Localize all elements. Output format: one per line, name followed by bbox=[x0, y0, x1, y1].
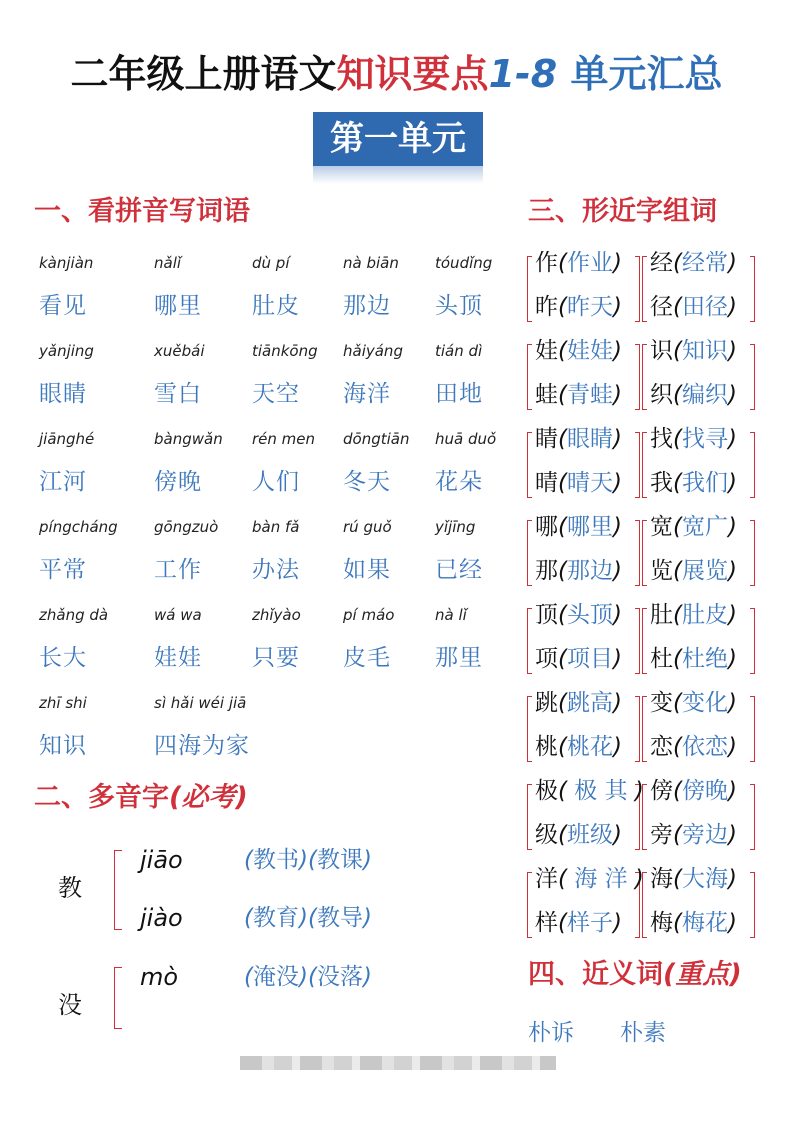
vocab-word: 人们 bbox=[252, 469, 300, 495]
watermark-bar bbox=[240, 1056, 556, 1070]
polyphone-word: 教育 bbox=[252, 905, 299, 931]
paren: ( bbox=[558, 602, 567, 628]
polyphone-brace bbox=[114, 967, 122, 1029]
similar-char: 宽 bbox=[650, 514, 673, 540]
similar-char-entry bbox=[650, 336, 737, 366]
similar-word: 眼睛 bbox=[566, 426, 613, 452]
pair-brace bbox=[635, 432, 640, 498]
similar-word: 青蛙 bbox=[566, 382, 613, 408]
similar-word: 经常 bbox=[681, 250, 728, 276]
vocab-word: 工作 bbox=[154, 557, 202, 583]
paren: ( bbox=[558, 250, 567, 276]
pair-brace bbox=[642, 872, 647, 938]
similar-char: 顶 bbox=[535, 602, 558, 628]
polyphone-char: 教 bbox=[58, 874, 82, 902]
similar-char: 变 bbox=[650, 690, 673, 716]
similar-char: 娃 bbox=[535, 338, 558, 364]
similar-word: 跳高 bbox=[566, 690, 613, 716]
pair-brace bbox=[635, 256, 640, 322]
similar-word: 班级 bbox=[566, 822, 613, 848]
vocab-pinyin: gōngzuò bbox=[154, 518, 219, 536]
vocab-word: 如果 bbox=[343, 557, 391, 583]
similar-word: 作业 bbox=[566, 250, 613, 276]
similar-word: 样子 bbox=[566, 910, 613, 936]
similar-char: 晴 bbox=[535, 470, 558, 496]
similar-char: 项 bbox=[535, 646, 558, 672]
paren: ( bbox=[558, 294, 567, 320]
paren: ) bbox=[612, 426, 622, 452]
similar-word: 旁边 bbox=[681, 822, 728, 848]
similar-char-entry bbox=[535, 600, 622, 630]
pair-brace bbox=[750, 696, 755, 762]
similar-word: 肚皮 bbox=[681, 602, 728, 628]
similar-char: 级 bbox=[535, 822, 558, 848]
similar-char: 找 bbox=[650, 426, 673, 452]
vocab-word: 皮毛 bbox=[343, 645, 391, 671]
paren: ( bbox=[673, 910, 682, 936]
similar-word: 项目 bbox=[566, 646, 613, 672]
section-synonyms-note: (重点) bbox=[663, 959, 742, 990]
pair-brace bbox=[750, 872, 755, 938]
similar-word: 晴天 bbox=[566, 470, 613, 496]
paren: ) bbox=[612, 646, 622, 672]
paren: ( bbox=[673, 294, 682, 320]
vocab-pinyin: jiānghé bbox=[39, 430, 95, 448]
similar-char-entry bbox=[650, 512, 737, 542]
vocab-pinyin: pí máo bbox=[343, 606, 395, 624]
pair-brace bbox=[642, 608, 647, 674]
pair-brace bbox=[642, 784, 647, 850]
similar-word: 昨天 bbox=[566, 294, 613, 320]
similar-char: 跳 bbox=[535, 690, 558, 716]
paren: ( bbox=[244, 847, 253, 873]
vocab-word: 那里 bbox=[435, 645, 483, 671]
paren: ( bbox=[673, 558, 682, 584]
similar-char-entry bbox=[535, 248, 622, 278]
similar-char: 蛙 bbox=[535, 382, 558, 408]
paren: ( bbox=[673, 690, 682, 716]
polyphone-pinyin: mò bbox=[140, 963, 179, 991]
section-title-similar-chars: 三、形近字组词 bbox=[528, 196, 717, 227]
similar-char-entry bbox=[650, 820, 737, 850]
vocab-word: 知识 bbox=[39, 733, 87, 759]
similar-word: 傍晚 bbox=[681, 778, 728, 804]
similar-char-entry bbox=[535, 732, 622, 762]
paren: ) bbox=[612, 558, 622, 584]
vocab-word: 头顶 bbox=[435, 293, 483, 319]
paren: ) bbox=[727, 822, 737, 848]
pair-brace bbox=[750, 784, 755, 850]
vocab-pinyin: xuěbái bbox=[154, 342, 205, 360]
pair-brace bbox=[635, 608, 640, 674]
paren: ) bbox=[727, 382, 737, 408]
similar-word: 宽广 bbox=[681, 514, 728, 540]
similar-char-entry bbox=[535, 556, 622, 586]
paren: ) bbox=[612, 910, 622, 936]
similar-word: 找寻 bbox=[681, 426, 728, 452]
pair-brace bbox=[527, 872, 532, 938]
similar-char-entry bbox=[535, 908, 622, 938]
vocab-word: 雪白 bbox=[154, 381, 202, 407]
pair-brace bbox=[527, 344, 532, 410]
similar-char-entry bbox=[535, 380, 622, 410]
cut-off-synonym-row: 朴诉 朴素 bbox=[528, 1020, 666, 1046]
paren: ( bbox=[558, 646, 567, 672]
paren: ) bbox=[727, 866, 737, 892]
similar-char: 桃 bbox=[535, 734, 558, 760]
paren: ) bbox=[727, 910, 737, 936]
paren: )( bbox=[298, 847, 317, 873]
paren: ( bbox=[558, 426, 567, 452]
paren: ( bbox=[558, 910, 567, 936]
polyphone-char: 没 bbox=[58, 991, 82, 1019]
pair-brace bbox=[642, 520, 647, 586]
paren: ) bbox=[612, 602, 622, 628]
pair-brace bbox=[527, 784, 532, 850]
similar-word: 编织 bbox=[681, 382, 728, 408]
vocab-pinyin: nà lǐ bbox=[435, 606, 467, 624]
paren: ) bbox=[727, 646, 737, 672]
pair-brace bbox=[635, 344, 640, 410]
paren: ( bbox=[558, 382, 567, 408]
paren: ( bbox=[558, 514, 567, 540]
vocab-pinyin: bàn fǎ bbox=[252, 518, 300, 536]
polyphone-word: 没落 bbox=[316, 964, 363, 990]
similar-char-entry bbox=[535, 688, 622, 718]
similar-word: 娃娃 bbox=[566, 338, 613, 364]
paren: ( bbox=[673, 778, 682, 804]
similar-char: 傍 bbox=[650, 778, 673, 804]
similar-word: 哪里 bbox=[566, 514, 613, 540]
vocab-word: 傍晚 bbox=[154, 469, 202, 495]
similar-word: 大海 bbox=[681, 866, 728, 892]
similar-char-entry bbox=[535, 512, 622, 542]
polyphone-word: 教课 bbox=[316, 847, 363, 873]
vocab-word: 已经 bbox=[435, 557, 483, 583]
paren: ( bbox=[673, 514, 682, 540]
paren: ) bbox=[362, 964, 372, 990]
vocab-pinyin: hǎiyáng bbox=[343, 342, 403, 360]
paren: ( bbox=[673, 338, 682, 364]
paren: ( bbox=[673, 470, 682, 496]
vocab-word: 平常 bbox=[39, 557, 87, 583]
vocab-word: 田地 bbox=[435, 381, 483, 407]
similar-word: 田径 bbox=[681, 294, 728, 320]
vocab-word: 办法 bbox=[252, 557, 300, 583]
similar-char: 杜 bbox=[650, 646, 673, 672]
similar-char-entry bbox=[650, 908, 737, 938]
vocab-pinyin: tiānkōng bbox=[252, 342, 318, 360]
paren: ) bbox=[612, 382, 622, 408]
paren: ( bbox=[558, 470, 567, 496]
similar-char-entry bbox=[650, 688, 737, 718]
paren: ) bbox=[612, 822, 622, 848]
similar-char: 作 bbox=[535, 250, 558, 276]
vocab-word: 冬天 bbox=[343, 469, 391, 495]
vocab-pinyin: rú guǒ bbox=[343, 518, 392, 536]
similar-char-entry bbox=[650, 424, 737, 454]
similar-char-entry bbox=[535, 864, 644, 894]
polyphone-word: 教导 bbox=[316, 905, 363, 931]
polyphone-words bbox=[244, 903, 372, 933]
section-polyphones-note: (必考) bbox=[169, 782, 248, 813]
similar-char-entry bbox=[650, 864, 737, 894]
paren: )( bbox=[298, 905, 317, 931]
similar-char: 肚 bbox=[650, 602, 673, 628]
similar-char-entry bbox=[650, 292, 737, 322]
polyphone-pinyin: jiào bbox=[140, 904, 183, 932]
vocab-word: 眼睛 bbox=[39, 381, 87, 407]
similar-char-entry bbox=[535, 292, 622, 322]
pair-brace bbox=[635, 696, 640, 762]
paren: ) bbox=[727, 778, 737, 804]
unit-badge-shadow bbox=[313, 166, 483, 184]
paren: ) bbox=[612, 734, 622, 760]
similar-char: 梅 bbox=[650, 910, 673, 936]
vocab-pinyin: yǎnjing bbox=[39, 342, 94, 360]
polyphone-words bbox=[244, 845, 372, 875]
similar-char: 那 bbox=[535, 558, 558, 584]
paren: ( bbox=[673, 646, 682, 672]
vocab-pinyin: yǐjīng bbox=[435, 518, 476, 536]
paren: ( bbox=[244, 905, 253, 931]
vocab-pinyin: dù pí bbox=[252, 254, 290, 272]
vocab-word: 花朵 bbox=[435, 469, 483, 495]
similar-char: 识 bbox=[650, 338, 673, 364]
similar-word: 知识 bbox=[681, 338, 728, 364]
similar-word: 桃花 bbox=[566, 734, 613, 760]
vocab-pinyin: nǎlǐ bbox=[154, 254, 182, 272]
vocab-word: 哪里 bbox=[154, 293, 202, 319]
vocab-pinyin: tóudǐng bbox=[435, 254, 493, 272]
paren: ( bbox=[558, 338, 567, 364]
pair-brace bbox=[527, 520, 532, 586]
paren: ) bbox=[612, 294, 622, 320]
similar-word: 依恋 bbox=[681, 734, 728, 760]
paren: ( bbox=[673, 822, 682, 848]
paren: ( bbox=[558, 690, 567, 716]
vocab-word: 四海为家 bbox=[154, 733, 250, 759]
pair-brace bbox=[750, 344, 755, 410]
paren: ) bbox=[612, 250, 622, 276]
vocab-pinyin: píngcháng bbox=[39, 518, 118, 536]
polyphone-word: 淹没 bbox=[252, 964, 299, 990]
similar-word: 那边 bbox=[566, 558, 613, 584]
paren: ) bbox=[727, 470, 737, 496]
unit-badge: 第一单元 bbox=[313, 112, 483, 166]
similar-word: 杜绝 bbox=[681, 646, 728, 672]
pair-brace bbox=[750, 432, 755, 498]
vocab-pinyin: zhǐyào bbox=[252, 606, 301, 624]
similar-char-entry bbox=[535, 424, 622, 454]
title-summary: 单元汇总 bbox=[557, 52, 723, 96]
similar-char-entry bbox=[650, 556, 737, 586]
similar-char-entry bbox=[535, 468, 622, 498]
title-grade: 二年级上册语文 bbox=[70, 52, 337, 96]
vocab-pinyin: tián dì bbox=[435, 342, 483, 360]
polyphone-pinyin: jiāo bbox=[140, 846, 183, 874]
pair-brace bbox=[642, 256, 647, 322]
similar-char-entry bbox=[535, 820, 622, 850]
vocab-pinyin: zhī shi bbox=[39, 694, 87, 712]
pair-brace bbox=[642, 696, 647, 762]
paren: ( bbox=[673, 426, 682, 452]
section-title-synonyms bbox=[528, 957, 742, 993]
similar-char: 哪 bbox=[535, 514, 558, 540]
paren: ) bbox=[727, 338, 737, 364]
pair-brace bbox=[527, 608, 532, 674]
paren: ) bbox=[362, 847, 372, 873]
vocab-word: 娃娃 bbox=[154, 645, 202, 671]
paren: )( bbox=[298, 964, 317, 990]
similar-char: 极 bbox=[535, 778, 558, 804]
similar-char: 径 bbox=[650, 294, 673, 320]
pair-brace bbox=[750, 256, 755, 322]
similar-char: 经 bbox=[650, 250, 673, 276]
paren: ) bbox=[727, 734, 737, 760]
paren: ) bbox=[612, 338, 622, 364]
similar-char-entry bbox=[650, 468, 737, 498]
similar-char: 旁 bbox=[650, 822, 673, 848]
paren: ( bbox=[673, 866, 682, 892]
vocab-word: 只要 bbox=[252, 645, 300, 671]
paren: ( bbox=[558, 734, 567, 760]
section-polyphones-main: 二、多音字 bbox=[34, 782, 169, 813]
paren: ) bbox=[727, 294, 737, 320]
paren: ( bbox=[673, 382, 682, 408]
paren: ( bbox=[558, 822, 567, 848]
similar-char: 我 bbox=[650, 470, 673, 496]
vocab-pinyin: dōngtiān bbox=[343, 430, 410, 448]
title-key-points: 知识要点 bbox=[336, 52, 489, 96]
paren: ( bbox=[673, 734, 682, 760]
paren: ) bbox=[612, 470, 622, 496]
section-title-polyphones bbox=[34, 780, 248, 816]
pair-brace bbox=[635, 520, 640, 586]
pair-brace bbox=[527, 256, 532, 322]
similar-char: 恋 bbox=[650, 734, 673, 760]
similar-char: 样 bbox=[535, 910, 558, 936]
paren: ) bbox=[634, 778, 644, 804]
paren: ) bbox=[727, 602, 737, 628]
vocab-word: 海洋 bbox=[343, 381, 391, 407]
paren: ) bbox=[727, 250, 737, 276]
paren: ( bbox=[558, 778, 567, 804]
pair-brace bbox=[642, 432, 647, 498]
pair-brace bbox=[642, 344, 647, 410]
section-title-vocab: 一、看拼音写词语 bbox=[34, 196, 250, 227]
title-range: 1-8 bbox=[488, 52, 558, 96]
similar-word: 梅花 bbox=[681, 910, 728, 936]
paren: ) bbox=[727, 514, 737, 540]
vocab-word: 看见 bbox=[39, 293, 87, 319]
similar-word: 头顶 bbox=[566, 602, 613, 628]
polyphone-brace bbox=[114, 850, 122, 930]
vocab-pinyin: huā duǒ bbox=[435, 430, 497, 448]
pair-brace bbox=[527, 696, 532, 762]
paren: ( bbox=[558, 866, 567, 892]
paren: ) bbox=[362, 905, 372, 931]
similar-word: 海 洋 bbox=[566, 866, 635, 892]
vocab-pinyin: rén men bbox=[252, 430, 316, 448]
similar-char: 览 bbox=[650, 558, 673, 584]
similar-char: 海 bbox=[650, 866, 673, 892]
pair-brace bbox=[750, 520, 755, 586]
similar-char-entry bbox=[650, 380, 737, 410]
similar-word: 我们 bbox=[681, 470, 728, 496]
similar-char-entry bbox=[535, 644, 622, 674]
pair-brace bbox=[527, 432, 532, 498]
similar-char-entry bbox=[650, 600, 737, 630]
paren: ) bbox=[612, 690, 622, 716]
vocab-word: 长大 bbox=[39, 645, 87, 671]
vocab-word: 江河 bbox=[39, 469, 87, 495]
paren: ) bbox=[634, 866, 644, 892]
paren: ) bbox=[727, 426, 737, 452]
similar-word: 展览 bbox=[681, 558, 728, 584]
similar-char: 织 bbox=[650, 382, 673, 408]
paren: ( bbox=[673, 250, 682, 276]
vocab-word: 肚皮 bbox=[252, 293, 300, 319]
vocab-pinyin: sì hǎi wéi jiā bbox=[154, 694, 247, 712]
vocab-pinyin: kànjiàn bbox=[39, 254, 94, 272]
paren: ) bbox=[612, 514, 622, 540]
paren: ( bbox=[673, 602, 682, 628]
pair-brace bbox=[750, 608, 755, 674]
vocab-pinyin: wá wa bbox=[154, 606, 202, 624]
paren: ( bbox=[244, 964, 253, 990]
paren: ) bbox=[727, 558, 737, 584]
vocab-word: 天空 bbox=[252, 381, 300, 407]
vocab-word: 那边 bbox=[343, 293, 391, 319]
paren: ) bbox=[727, 690, 737, 716]
polyphone-word: 教书 bbox=[252, 847, 299, 873]
polyphone-words bbox=[244, 962, 372, 992]
vocab-pinyin: zhǎng dà bbox=[39, 606, 109, 624]
similar-word: 极 其 bbox=[566, 778, 635, 804]
similar-char-entry bbox=[650, 732, 737, 762]
similar-char-entry bbox=[650, 644, 737, 674]
paren: ( bbox=[558, 558, 567, 584]
similar-char-entry bbox=[535, 336, 622, 366]
vocab-pinyin: nà biān bbox=[343, 254, 399, 272]
similar-char-entry bbox=[535, 776, 644, 806]
similar-char: 昨 bbox=[535, 294, 558, 320]
page-title bbox=[0, 48, 793, 100]
similar-char-entry bbox=[650, 248, 737, 278]
similar-char: 睛 bbox=[535, 426, 558, 452]
similar-word: 变化 bbox=[681, 690, 728, 716]
vocab-pinyin: bàngwǎn bbox=[154, 430, 223, 448]
similar-char: 洋 bbox=[535, 866, 558, 892]
similar-char-entry bbox=[650, 776, 737, 806]
section-synonyms-main: 四、近义词 bbox=[528, 959, 663, 990]
